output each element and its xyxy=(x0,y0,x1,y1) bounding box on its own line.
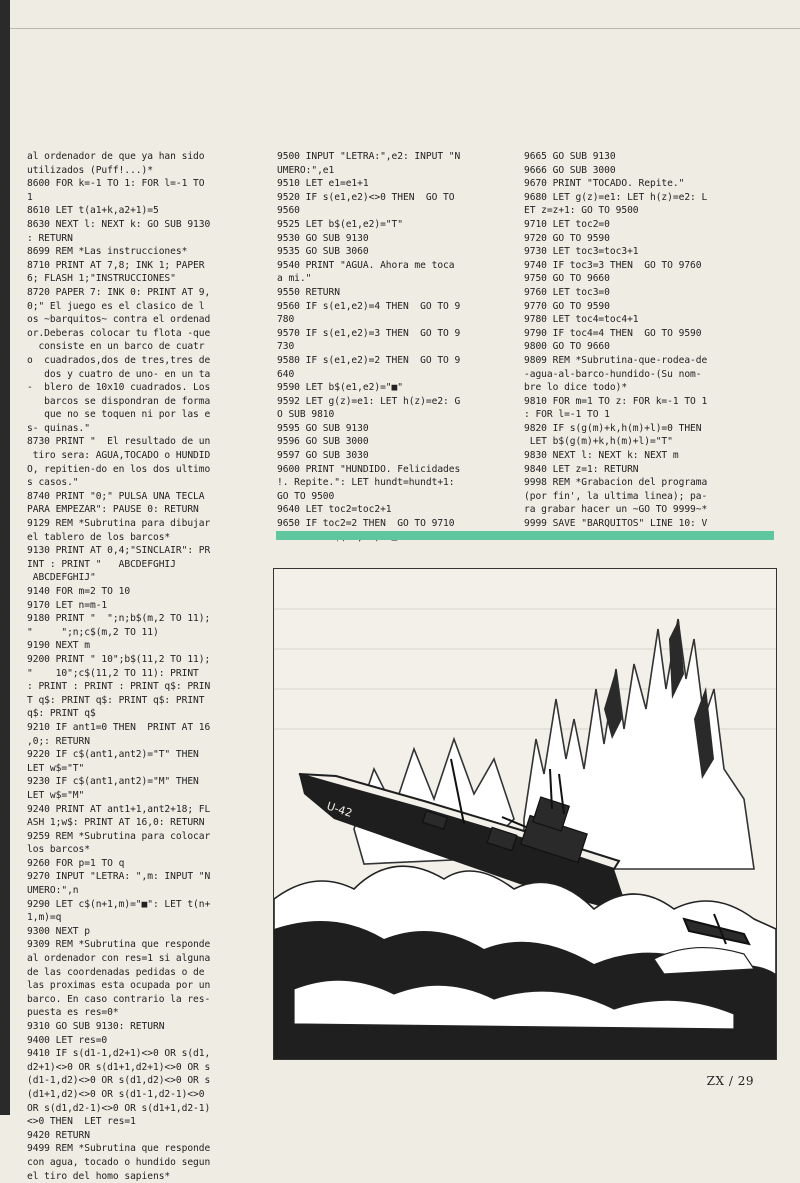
code-line: 9560 xyxy=(277,205,300,217)
code-line: ET z=z+1: GO TO 9500 xyxy=(524,205,639,217)
code-line: (d1-1,d2)<>0 OR s(d1,d2)<>0 OR s xyxy=(27,1075,211,1087)
code-line: 9200 PRINT " 10";b$(11,2 TO 11); xyxy=(27,653,211,665)
code-line: 9597 GO SUB 3030 xyxy=(277,450,369,462)
code-line: 9500 INPUT "LETRA:",e2: INPUT "N xyxy=(277,151,461,162)
code-line: GO TO 9500 xyxy=(277,490,335,502)
code-line: 9770 GO TO 9590 xyxy=(524,300,610,312)
code-line: 9140 FOR m=2 TO 10 xyxy=(27,586,131,597)
code-line: 9580 IF s(e1,e2)=2 THEN GO TO 9 xyxy=(277,354,461,366)
code-line: utilizados (Puff!...)* xyxy=(27,164,153,176)
code-line: el tiro del homo sapiens* xyxy=(27,1170,171,1182)
code-line: 9666 GO SUB 3000 xyxy=(524,164,616,176)
code-line: 9800 GO TO 9660 xyxy=(524,341,610,353)
code-line: 1,m)=q xyxy=(27,912,62,924)
code-line: 9998 REM *Grabacion del programa xyxy=(524,477,708,489)
code-line: 9740 IF toc3=3 THEN GO TO 9760 xyxy=(524,259,702,271)
code-line: 9290 LET c$(n+1,m)="■": LET t(n+ xyxy=(27,898,211,910)
top-rule xyxy=(10,28,800,29)
code-line: : RETURN xyxy=(27,232,73,244)
code-line: a mi." xyxy=(277,273,312,285)
code-line: dos y cuatro de uno- en un ta xyxy=(27,368,211,380)
code-line: 9650 IF toc2=2 THEN GO TO 9710 xyxy=(277,518,455,530)
code-line: 9592 LET g(z)=e1: LET h(z)=e2: G xyxy=(277,395,461,407)
code-line: 9665 GO SUB 9130 xyxy=(524,151,616,162)
code-line: UMERO:",e1 xyxy=(277,164,335,176)
code-line: 780 xyxy=(277,314,295,326)
code-line: : PRINT : PRINT : PRINT q$: PRIN xyxy=(27,681,211,693)
code-line: de las coordenadas pedidas o de xyxy=(27,966,205,978)
code-line: : FOR l=-1 TO 1 xyxy=(524,409,610,421)
code-line: LET w$="T" xyxy=(27,762,85,774)
code-line: 9530 GO SUB 9130 xyxy=(277,232,369,244)
code-line: 9640 LET toc2=toc2+1 xyxy=(277,504,392,516)
code-line: T q$: PRINT q$: PRINT q$: PRINT xyxy=(27,694,205,706)
code-line: (por fin', la ultima linea); pa- xyxy=(524,490,708,502)
code-line: 9400 LET res=0 xyxy=(27,1034,108,1046)
code-line: barcos se dispondran de forma xyxy=(27,395,211,407)
code-line: ra grabar hacer un ~GO TO 9999~* xyxy=(524,504,708,516)
code-line: los barcos* xyxy=(27,844,90,856)
code-line: 9596 GO SUB 3000 xyxy=(277,436,369,448)
code-line: 8699 REM *Las instrucciones* xyxy=(27,246,188,258)
code-line: O SUB 9810 xyxy=(277,409,335,421)
code-line: 9600 PRINT "HUNDIDO. Felicidades xyxy=(277,463,461,475)
code-line: LET w$="M" xyxy=(27,789,85,801)
code-line: 9570 IF s(e1,e2)=3 THEN GO TO 9 xyxy=(277,327,461,339)
code-line: 9760 LET toc3=0 xyxy=(524,286,610,298)
code-line: 9309 REM *Subrutina que responde xyxy=(27,939,211,951)
code-line: PARA EMPEZAR": PAUSE 0: RETURN xyxy=(27,504,199,516)
code-line: 9809 REM *Subrutina-que-rodea-de xyxy=(524,354,708,366)
code-line: -agua-al-barco-hundido-(Su nom- xyxy=(524,368,702,380)
code-line: 9535 GO SUB 3060 xyxy=(277,246,369,258)
code-line: puesta es res=0* xyxy=(27,1007,119,1019)
code-line: (d1+1,d2)<>0 OR s(d1-1,d2-1)<>0 xyxy=(27,1088,205,1100)
code-line: 8610 LET t(a1+k,a2+1)=5 xyxy=(27,205,159,217)
code-line: con agua, tocado o hundido segun xyxy=(27,1156,211,1168)
code-line: 8630 NEXT l: NEXT k: GO SUB 9130 xyxy=(27,218,211,230)
code-line: 9540 PRINT "AGUA. Ahora me toca xyxy=(277,259,455,271)
code-line: 9780 LET toc4=toc4+1 xyxy=(524,314,639,326)
code-line: or.Deberas colocar tu flota -que xyxy=(27,327,211,339)
code-line: barco. En caso contrario la res- xyxy=(27,993,211,1005)
code-line: 9790 IF toc4=4 THEN GO TO 9590 xyxy=(524,327,702,339)
sinking-ship-illustration xyxy=(273,568,777,1060)
code-line: 9190 NEXT m xyxy=(27,640,90,652)
code-line: 9259 REM *Subrutina para colocar xyxy=(27,830,211,842)
code-line: 730 xyxy=(277,341,295,353)
code-line: INT : PRINT " ABCDEFGHIJ xyxy=(27,558,176,570)
code-line: 9180 PRINT " ";n;b$(m,2 TO 11); xyxy=(27,613,211,625)
code-line: UMERO:",n xyxy=(27,885,79,897)
code-line: 8720 PAPER 7: INK 0: PRINT AT 9, xyxy=(27,286,211,298)
code-line: !. Repite.": LET hundt=hundt+1: xyxy=(277,477,455,489)
code-line: s casos." xyxy=(27,477,79,489)
code-line: 9670 PRINT "TOCADO. Repite." xyxy=(524,178,685,190)
code-line: 8710 PRINT AT 7,8; INK 1; PAPER xyxy=(27,259,205,271)
code-line: 9510 LET e1=e1+1 xyxy=(277,178,369,190)
code-line: O, repitien-do en los dos ultimo xyxy=(27,463,211,475)
code-line: 9840 LET z=1: RETURN xyxy=(524,463,639,475)
code-line: 9560 IF s(e1,e2)=4 THEN GO TO 9 xyxy=(277,300,461,312)
code-line: 0;" El juego es el clasico de l xyxy=(27,300,205,312)
code-line: 9310 GO SUB 9130: RETURN xyxy=(27,1021,165,1032)
code-line: 9520 IF s(e1,e2)<>0 THEN GO TO xyxy=(277,191,455,203)
code-line: al ordenador de que ya han sido xyxy=(27,151,205,162)
code-line: 9680 LET g(z)=e1: LET h(z)=e2: L xyxy=(524,191,708,203)
code-line: - blero de 10x10 cuadrados. Los xyxy=(27,382,211,394)
code-line: 9410 IF s(d1-1,d2+1)<>0 OR s(d1, xyxy=(27,1048,211,1060)
code-line: 9260 FOR p=1 TO q xyxy=(27,857,125,869)
code-line: 9595 GO SUB 9130 xyxy=(277,422,369,434)
code-line: 9420 RETURN xyxy=(27,1129,90,1141)
code-line: d2+1)<>0 OR s(d1+1,d2+1)<>0 OR s xyxy=(27,1061,211,1073)
code-line: " ";n;c$(m,2 TO 11) xyxy=(27,626,159,638)
code-line: 9830 NEXT l: NEXT k: NEXT m xyxy=(524,450,679,462)
page-binding-edge xyxy=(0,0,10,1115)
code-line: 9170 LET n=m-1 xyxy=(27,599,108,611)
code-line: 9720 GO TO 9590 xyxy=(524,232,610,244)
code-line: tiro sera: AGUA,TOCADO o HUNDID xyxy=(27,450,211,462)
listing-column-1 xyxy=(27,150,269,1183)
code-line: 9499 REM *Subrutina que responde xyxy=(27,1143,211,1155)
code-line: el tablero de los barcos* xyxy=(27,531,171,543)
code-line: s- quinas." xyxy=(27,422,90,434)
code-line: 9270 INPUT "LETRA: ",m: INPUT "N xyxy=(27,871,211,883)
code-line: 9130 PRINT AT 0,4;"SINCLAIR": PR xyxy=(27,545,211,557)
code-line: 9590 LET b$(e1,e2)="■" xyxy=(277,382,403,394)
code-line: 9525 LET b$(e1,e2)="T" xyxy=(277,218,403,230)
code-line: o cuadrados,dos de tres,tres de xyxy=(27,354,211,366)
code-line: 9750 GO TO 9660 xyxy=(524,273,610,285)
code-line: 8600 FOR k=-1 TO 1: FOR l=-1 TO xyxy=(27,178,205,190)
code-line: las proximas esta ocupada por un xyxy=(27,980,211,992)
code-line: 9820 IF s(g(m)+k,h(m)+l)=0 THEN xyxy=(524,422,702,434)
code-line: os ~barquitos~ contra el ordenad xyxy=(27,314,211,326)
code-line: 6; FLASH 1;"INSTRUCCIONES" xyxy=(27,273,176,285)
code-line: consiste en un barco de cuatr xyxy=(27,341,205,353)
code-line: 9300 NEXT p xyxy=(27,925,90,937)
code-line: 9230 IF c$(ant1,ant2)="M" THEN xyxy=(27,776,199,788)
code-line: 9810 FOR m=1 TO z: FOR k=-1 TO 1 xyxy=(524,395,708,407)
code-line: <>0 THEN LET res=1 xyxy=(27,1116,136,1128)
code-line: " 10";c$(11,2 TO 11): PRINT xyxy=(27,667,199,679)
illustration-svg xyxy=(274,569,776,1059)
code-line: ,0;: RETURN xyxy=(27,735,90,747)
code-line: al ordenador con res=1 si alguna xyxy=(27,953,211,965)
hull-marking: U-42 xyxy=(325,799,354,820)
accent-bar xyxy=(276,531,774,540)
code-line: 9210 IF ant1=0 THEN PRINT AT 16 xyxy=(27,721,211,733)
listing-column-3 xyxy=(524,150,774,544)
code-line: q$: PRINT q$ xyxy=(27,708,96,720)
code-line: 9129 REM *Subrutina para dibujar xyxy=(27,518,211,530)
code-line: 9710 LET toc2=0 xyxy=(524,218,610,230)
code-line: OR s(d1,d2-1)<>0 OR s(d1+1,d2-1) xyxy=(27,1102,211,1114)
code-line: 640 xyxy=(277,368,295,380)
listing-column-2 xyxy=(277,150,507,544)
code-line: bre lo dice todo)* xyxy=(524,382,628,394)
code-line: ASH 1;w$: PRINT AT 16,0: RETURN xyxy=(27,817,205,829)
code-line: 8740 PRINT "0;" PULSA UNA TECLA xyxy=(27,490,205,502)
code-line: 9999 SAVE "BARQUITOS" LINE 10: V xyxy=(524,518,708,530)
code-line: 9730 LET toc3=toc3+1 xyxy=(524,246,639,258)
code-line: 9220 IF c$(ant1,ant2)="T" THEN xyxy=(27,749,199,761)
code-line: 9550 RETURN xyxy=(277,286,340,298)
code-line: 1 xyxy=(27,191,33,203)
code-line: que no se toquen ni por las e xyxy=(27,409,211,421)
code-line: LET b$(g(m)+k,h(m)+l)="T" xyxy=(524,436,673,448)
code-line: 8730 PRINT " El resultado de un xyxy=(27,436,211,448)
code-line: 9240 PRINT AT ant1+1,ant2+18; FL xyxy=(27,803,211,815)
code-line: ABCDEFGHIJ" xyxy=(27,572,96,584)
page-folio: ZX / 29 xyxy=(706,1074,754,1088)
